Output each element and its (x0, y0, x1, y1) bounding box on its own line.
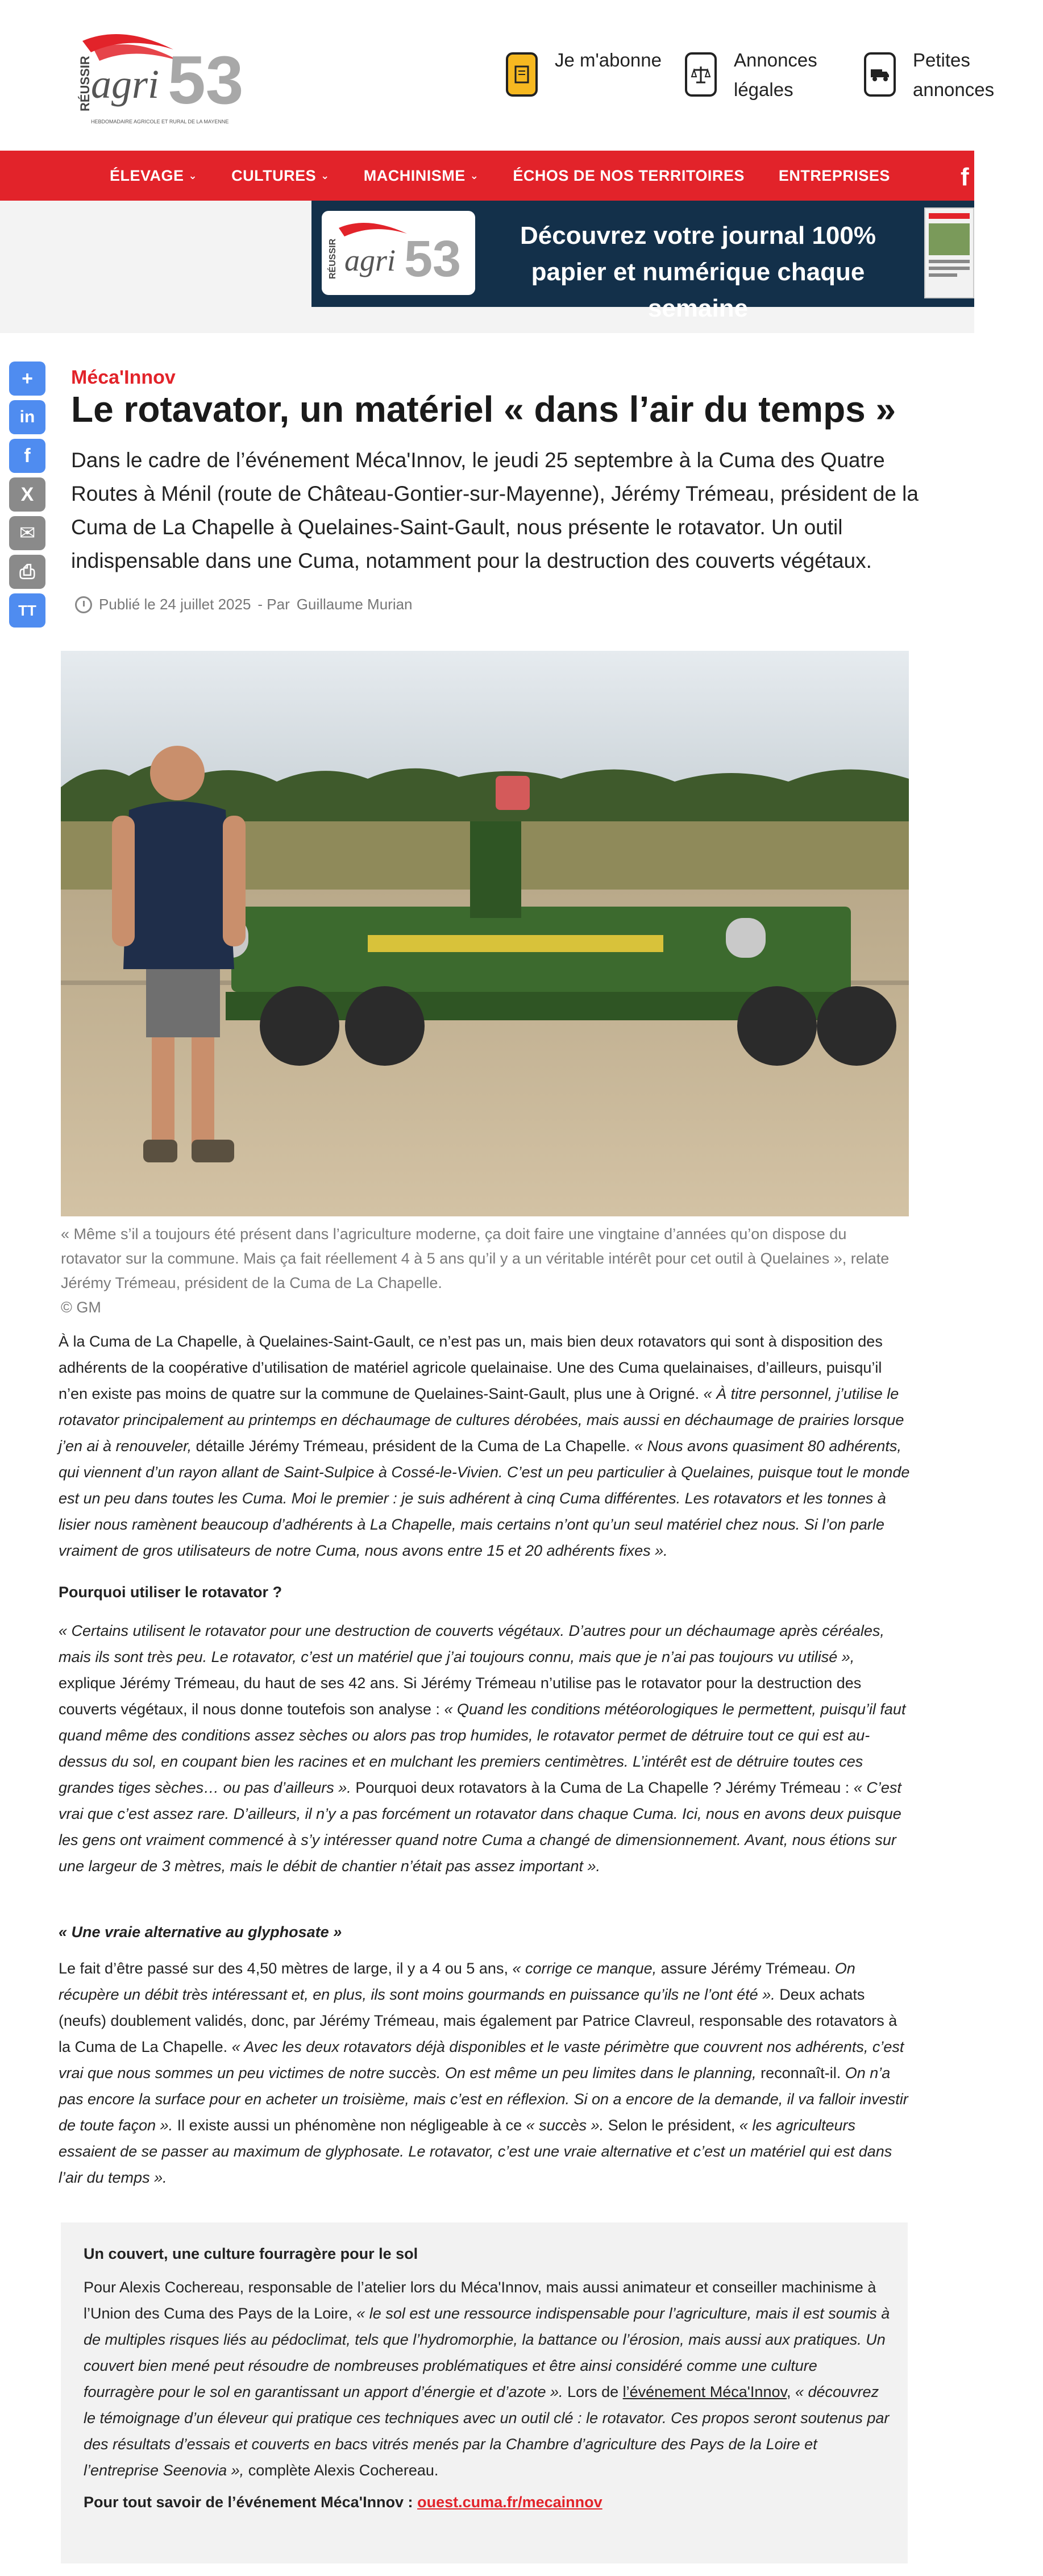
article-photo (61, 651, 909, 1216)
share-linkedin-button[interactable] (9, 400, 45, 434)
magazine-cover-image (924, 207, 974, 298)
p3-quote-3: « Avec les deux rotavators déjà disponibles et le vaste périmètre que couvrent nos adhérents, c’est vrai que nous sommes un peu victimes de notre succès. On est même un peu limites dans le planning, (59, 2038, 904, 2081)
chevron-down-icon: ⌄ (469, 169, 479, 181)
svg-text:53: 53 (168, 42, 244, 118)
clock-icon (75, 596, 92, 613)
text-size-button[interactable] (9, 593, 45, 628)
share-plus-button[interactable] (9, 362, 45, 396)
p3-quote-5: « succès ». (526, 2117, 604, 2134)
box-quote-2: « découvrez le témoignage d’un éleveur qui pratique ces techniques avec un outil clé : le rotavator. Ces propos seront soutenus par des résultats d’essais et couverts en bacs vitrés menés par la Chambre d’agriculture des Pays de la Loire et l’entreprise Seenovia », (84, 2383, 890, 2479)
p2-quote-1: « Certains utilisent le rotavator pour une destruction de couverts végétaux. D’autres pour un déchaumage après céréales, mais ils sont très peu. Le rotavator, c’est un matériel que j’ai toujours connu, mais que je n’ai pas toujours vu utilisé », (59, 1622, 884, 1665)
nav-label: ÉCHOS DE NOS TERRITOIRES (513, 167, 745, 184)
p3-d: reconnaît-il. (761, 2064, 841, 2081)
nav-item-cultures[interactable] (231, 167, 330, 185)
article-title: Le rotavator, un matériel « dans l’air du temps » (71, 389, 896, 430)
ad-logo-side: RÉUSSIR (328, 238, 338, 279)
print-button[interactable] (9, 555, 45, 589)
ad-logo (322, 211, 475, 295)
share-facebook-button[interactable] (9, 439, 45, 473)
subscribe-label: Je m'abonne (555, 49, 662, 70)
paragraph-3 (59, 1955, 911, 2191)
article-meta (75, 596, 413, 613)
sidebar-box (61, 2222, 908, 2563)
logo-tagline: HEBDOMADAIRE AGRICOLE ET RURAL DE LA MAYENNE (91, 119, 229, 124)
article-lead: Dans le cadre de l’événement Méca'Innov, le jeudi 25 septembre à la Cuma des Quatre Routes à Ménil (route de Château-Gontier-sur-Mayenne), Jérémy Trémeau, président de la Cuma de La Chapelle à Quelaines-Saint-Gault, nous présente le rotavator. Un outil indispensable dans une Cuma, notamment pour la destruction des couverts végétaux. (71, 448, 919, 572)
print-icon: ⎙ (19, 560, 35, 583)
site-logo[interactable] (60, 18, 259, 132)
share-email-button[interactable] (9, 516, 45, 550)
linkedin-icon: in (19, 408, 35, 426)
box-text: Pour Alexis Cochereau, responsable de l’atelier lors du Méca'Innov, mais aussi animateur et conseiller machinisme à l’Union des Cuma des Pays de la Loire, « le sol est une ressource indispensable pour l’agriculture, mais il est soumis à de multiples risques liés au pédoclimat, tels que l’hydromorphie, la battance ou l’érosion, mais aussi aux pratiques. Un couvert bien mené peut résoudre de nombreuses problématiques et être ainsi considéré comme une culture fourragère pour le sol en garantissant un apport d’énergie et d’azote ». Lors de l’événement Méca'Innov, « découvrez le témoignage d’un éleveur qui pratique ces techniques avec un outil clé : le rotavator. Ces propos seront soutenus par des résultats d’essais et couverts en bacs vitrés menés par la Chambre d’agriculture des Pays de la Loire et l’entreprise Seenovia », complète Alexis Cochereau. (84, 2279, 890, 2479)
paragraph-1 (59, 1328, 911, 1564)
facebook-icon[interactable]: f (961, 163, 969, 191)
truck-icon (864, 52, 896, 97)
box-t2: Lors de (567, 2383, 619, 2400)
paragraph-2 (59, 1618, 911, 1879)
p1-quote-1: « À titre personnel, j’utilise le rotavator principalement au printemps en déchaumage de cultures dérobées, mais aussi en déchaumage de prairies lorsque j’en ai à renouveler, (59, 1385, 904, 1455)
plus-icon: + (22, 367, 33, 389)
box-quote-1: « le sol est une ressource indispensable pour l’agriculture, mais il est soumis à de multiples risques liés au pédoclimat, tels que l’hydromorphie, la battance ou l’érosion, mais aussi aux pratiques. Un couvert bien mené peut résoudre de nombreuses problématiques et être ainsi considéré comme une culture fourragère pour le sol en garantissant un apport d’énergie et d’azote ». (84, 2305, 890, 2400)
ad-band (0, 201, 974, 333)
legal-notices-link[interactable] (685, 45, 864, 108)
scales-icon (685, 52, 717, 97)
nav-item-machinisme[interactable] (364, 167, 479, 185)
box-foot-label: Pour tout savoir de l’événement Méca'Innov : (84, 2494, 413, 2511)
p3-a: Le fait d’être passé sur des 4,50 mètres de large, il y a 4 ou 5 ans, (59, 1960, 508, 1977)
p2-mid-2: Pourquoi deux rotavators à la Cuma de La Chapelle ? Jérémy Trémeau : (355, 1779, 850, 1796)
mecainnov-url-link[interactable]: ouest.cuma.fr/mecainnov (417, 2494, 602, 2511)
publish-date: Publié le 24 juillet 2025 (99, 596, 251, 613)
svg-text:53: 53 (404, 231, 462, 288)
chevron-down-icon: ⌄ (321, 169, 330, 181)
facebook-icon: f (24, 444, 31, 467)
main-nav (0, 151, 974, 201)
nav-label: ÉLEVAGE (110, 167, 184, 184)
chevron-down-icon: ⌄ (188, 169, 198, 181)
subscribe-link[interactable] (506, 45, 685, 108)
p3-quote-6: « les agriculteurs essaient de se passer au maximum de glyphosate. Le rotavator, c’est une vraie alternative et c’est un matériel qui est dans l’air du temps ». (59, 2117, 892, 2186)
share-x-button[interactable] (9, 477, 45, 512)
byline-prefix: - Par (257, 596, 290, 613)
author-link[interactable]: Guillaume Murian (296, 596, 413, 613)
mecainnov-event-link[interactable]: l’événement Méca'Innov (622, 2383, 787, 2400)
p3-quote-1: « corrige ce manque, (512, 1960, 657, 1977)
p3-quote-2: On récupère un débit très intéressant et, en plus, ils sont moins gourmands en puissance qu’ils ne l’ont été ». (59, 1960, 855, 2003)
box-title: Un couvert, une culture fourragère pour le sol (84, 2245, 418, 2262)
share-bar (9, 362, 45, 632)
p1-mid: détaille Jérémy Trémeau, président de la Cuma de La Chapelle. (196, 1437, 630, 1455)
box-t3: complète Alexis Cochereau. (248, 2462, 439, 2479)
p1-text: À la Cuma de La Chapelle, à Quelaines-Saint-Gault, ce n’est pas un, mais bien deux rotavators qui sont à disposition des adhérents de la coopérative d’utilisation de matériel agricole quelainaise. Une des Cuma quelainaises, d’ailleurs, puisqu’il n’en existe pas moins de quatre sur la commune de Quelaines-Saint-Gault, plus une à Origné. (59, 1333, 883, 1402)
x-icon: X (20, 483, 34, 505)
p2-quote-3: « C’est vrai que c’est assez rare. D’ailleurs, il n’y a pas forcément un rotavator dans chaque Cuma. Ici, nous en avons deux puisque les gens ont vraiment commencé à s’y intéresser quand notre Cuma a changé de dimensionnement. Avant, nous étions sur une largeur de 3 mètres, mais le débit de chantier n’était pas assez important ». (59, 1779, 901, 1875)
subheading-glyphosate: « Une vraie alternative au glyphosate » (59, 1923, 342, 1941)
text-size-icon: TT (18, 601, 36, 619)
caption-text: « Même s’il a toujours été présent dans l’agriculture moderne, ça doit faire une vingtaine d’années qu’on dispose du rotavator sur la commune. Mais ça fait réellement 4 à 5 ans qu’il y a un véritable intérêt pour cet outil à Quelaines », relate Jérémy Trémeau, président de la Cuma de La Chapelle. (61, 1225, 890, 1291)
photo-credit: © GM (61, 1299, 101, 1316)
svg-text:agri: agri (344, 243, 396, 277)
p2-mid: explique Jérémy Trémeau, du haut de ses 42 ans. Si Jérémy Trémeau n’utilise pas le rotavator pour la destruction des couverts végétaux, il nous donne toutefois son analyse : (59, 1675, 862, 1718)
quick-links (506, 45, 1043, 108)
nav-label: ENTREPRISES (778, 167, 890, 184)
p3-f: Selon le président, (608, 2117, 735, 2134)
p3-e: Il existe aussi un phénomène non négligeable à ce (177, 2117, 522, 2134)
classifieds-link[interactable] (864, 45, 1043, 108)
ad-text: Découvrez votre journal 100% papier et numérique chaque semaine (520, 222, 876, 322)
nav-label: MACHINISME (363, 167, 466, 184)
classifieds-label: Petites annonces (913, 49, 995, 100)
subheading-why: Pourquoi utiliser le rotavator ? (59, 1584, 282, 1601)
nav-label: CULTURES (231, 167, 317, 184)
p3-c: Deux achats (neufs) doublement validés, donc, par Jérémy Trémeau, mais également par Patrice Clavreul, responsable des rotavators à la Cuma de La Chapelle. (59, 1986, 897, 2055)
svg-text:agri: agri (91, 61, 160, 107)
photo-caption (61, 1222, 902, 1320)
email-icon: ✉ (19, 522, 36, 544)
legal-notices-label: Annonces légales (734, 49, 817, 100)
article-category[interactable]: Méca'Innov (71, 367, 176, 388)
logo-side-text: RÉUSSIR (78, 56, 92, 111)
p3-quote-4: On n’a pas encore la surface pour en acheter un troisième, mais c’est en réflexion. Si on a encore de la demande, il va falloir investir de toute façon ». (59, 2064, 908, 2134)
nav-item-elevage[interactable] (110, 167, 197, 185)
subscription-ad-banner[interactable] (311, 201, 974, 322)
nav-item-entreprises[interactable] (779, 167, 890, 185)
site-header (0, 0, 995, 151)
p3-b: assure Jérémy Trémeau. (660, 1960, 831, 1977)
p2-quote-2: « Quand les conditions météorologiques le permettent, puisqu’il faut quand même des conditions assez sèches ou alors pas trop humides, le rotavator permet de détruire tout ce qui est au-dessus du sol, en coupant bien les racines et en mulchant les premiers centimètres. L’intérêt est de détruire toutes ces grandes tiges sèches… ou pas d’ailleurs ». (59, 1701, 906, 1796)
box-t1: Pour Alexis Cochereau, responsable de l’atelier lors du Méca'Innov, mais aussi animateur et conseiller machinisme à l’Union des Cuma des Pays de la Loire, (84, 2279, 876, 2322)
p1-quote-2: « Nous avons quasiment 80 adhérents, qui viennent d’un rayon allant de Saint-Sulpice à Cossé-le-Vivien. C’est un peu particulier à Quelaines, puisque tout le monde est un peu dans toutes les Cuma. Moi le premier : je suis adhérent à cinq Cuma différentes. Les rotavators et les tonnes à lisier nous ramènent beaucoup d’adhérents à La Chapelle, mais certains n’ont qu’un seul matériel chez nous. Si l’on parle vraiment de gros utilisateurs de notre Cuma, nous avons entre 15 et 20 adhérents fixes ». (59, 1437, 910, 1559)
newspaper-icon (506, 52, 538, 97)
nav-item-echos[interactable] (513, 167, 745, 185)
box-footer (84, 2494, 891, 2511)
